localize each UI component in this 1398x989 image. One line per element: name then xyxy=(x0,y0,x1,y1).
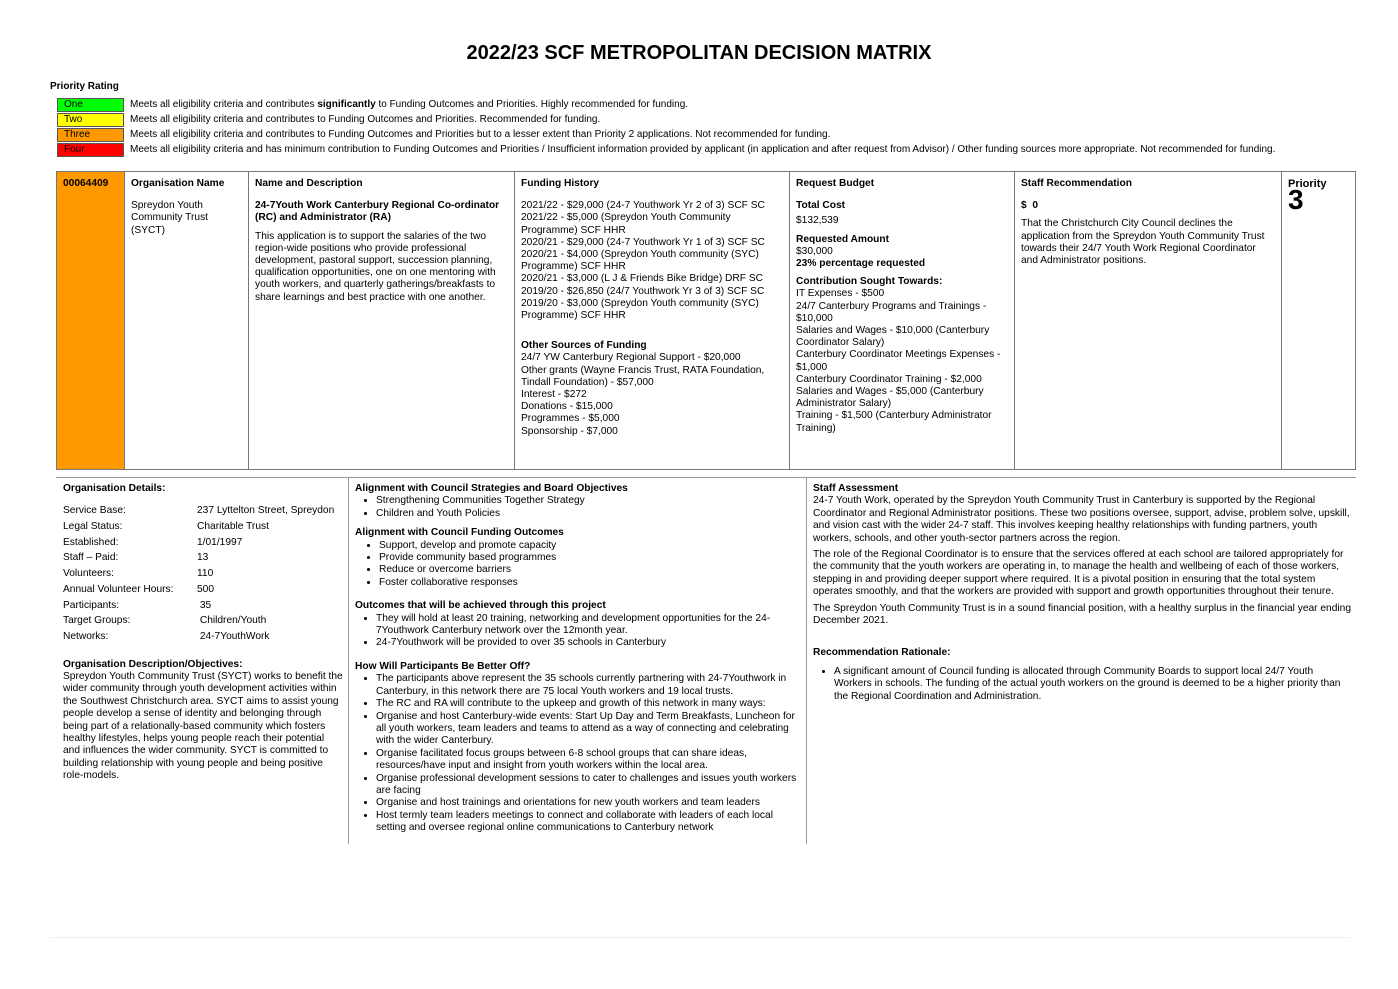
percentage-requested: 23% percentage requested xyxy=(796,258,926,270)
better-off-list xyxy=(355,673,800,834)
details-key: Legal Status: xyxy=(63,521,123,533)
details-value: 13 xyxy=(197,552,209,564)
assessment-paragraph: The role of the Regional Coordinator is to ensure that the services offered at each school are tailored appropriately for the community that the youth workers are operating in, to manage the health and wellbeing of each of those workers, stepping in and providing deeper support where required. It is a pivotal position in ensuring that the total system operates smoothly, and that the workers are provided with support and growth opportunities throughout their tenure. xyxy=(813,549,1344,598)
requested-amount-value: $30,000 xyxy=(796,245,833,257)
better-off-item: • The participants above represent the 35 schools currently partnering with 24-7Youthwork in Canterbury, in this network there are 75 local Youth workers and 19 local trusts. xyxy=(376,673,800,698)
details-row xyxy=(63,600,343,616)
better-off-item: • Organise professional development sessions to cater to challenges and issues youth workers are facing xyxy=(376,773,800,798)
details-key: Service Base: xyxy=(63,505,126,517)
organisation-name-header: Organisation Name xyxy=(131,178,225,189)
contribution-list xyxy=(796,288,1008,434)
other-source-item: Other grants (Wayne Francis Trust, RATA Foundation, Tindall Foundation) - $57,000 xyxy=(521,364,765,388)
contribution-item: Salaries and Wages - $10,000 (Canterbury Coordinator Salary) xyxy=(796,325,990,349)
recommendation-rationale-list xyxy=(813,666,1353,703)
column-divider-left xyxy=(348,478,349,844)
organisation-details-table xyxy=(63,505,343,646)
details-key: Target Groups: xyxy=(63,615,131,627)
funding-history-item: 2020/21 - $3,000 (L J & Friends Bike Bridge) DRF SC xyxy=(521,273,763,285)
strategies-heading: Alignment with Council Strategies and Board Objectives xyxy=(355,483,628,494)
details-row xyxy=(63,537,343,553)
details-value: 500 xyxy=(197,583,214,595)
funding-history-item: 2020/21 - $29,000 (24-7 Youthwork Yr 1 of 3) SCF SC xyxy=(521,236,765,248)
page-title: 2022/23 SCF METROPOLITAN DECISION MATRIX xyxy=(466,42,932,64)
priority-level-badge: Four xyxy=(57,143,124,157)
staff-assessment-section xyxy=(813,483,1353,703)
details-key: Volunteers: xyxy=(63,568,114,580)
details-row xyxy=(63,584,343,600)
achieved-outcome-item: • 24-7Youthwork will be provided to over 35 schools in Canterbury xyxy=(376,637,800,649)
organisation-details-section xyxy=(63,483,343,783)
alignment-section xyxy=(355,483,800,835)
details-key: Networks: xyxy=(63,630,109,642)
contribution-label: Contribution Sought Towards: xyxy=(796,276,943,288)
better-off-item: • The RC and RA will contribute to the upkeep and growth of this network in many ways: xyxy=(376,698,800,710)
funding-outcomes-heading: Alignment with Council Funding Outcomes xyxy=(355,527,564,539)
priority-level-description xyxy=(130,113,600,127)
details-row xyxy=(63,505,343,521)
better-off-item: • Organise and host Canterbury-wide events: Start Up Day and Term Breakfasts, Luncheon for all youth workers, team leaders and teams to attend as a way of connecting and celebrating with the wider Canterbury. xyxy=(376,711,800,748)
better-off-heading: How Will Participants Be Better Off? xyxy=(355,660,531,672)
details-row xyxy=(63,521,343,537)
contribution-item: Canterbury Coordinator Meetings Expenses - $1,000 xyxy=(796,349,1001,373)
priority-value: 3 xyxy=(1288,184,1304,216)
description-text: Meets all eligibility criteria and has minimum contribution to Funding Outcomes and Priorities / Insufficient information provided by applicant (in application and after request from Advisor) / Other funding sources more appropriate. Not recommended for funding. xyxy=(130,144,1276,155)
details-value: 237 Lyttelton Street, Spreydon xyxy=(197,505,335,517)
application-id-cell xyxy=(57,172,125,469)
organisation-description-text: Spreydon Youth Community Trust (SYCT) works to benefit the wider community through youth development activities within the Southwest Christchurch area. SYCT aims to assist young people develop a sense of identity and belonging through being part of a relationally-based community which fosters healthy lifestyles, helps young people reach their potential and influences the wider community. SYCT is committed to building relationship with young people and being positive role-models. xyxy=(63,671,343,782)
assessment-paragraph: The Spreydon Youth Community Trust is in a sound financial position, with a healthy surplus in the financial year ending December 2021. xyxy=(813,602,1351,627)
details-key: Established: xyxy=(63,536,119,548)
contribution-item: 24/7 Canterbury Programs and Trainings - $10,000 xyxy=(796,300,987,324)
name-description-cell xyxy=(249,172,515,469)
description-text: Meets all eligibility criteria and contributes to Funding Outcomes and Priorities. Recommended for funding. xyxy=(130,114,601,125)
funding-history-header: Funding History xyxy=(521,178,600,189)
better-off-item: • Organise and host trainings and orientations for new youth workers and team leaders xyxy=(376,797,800,809)
organisation-details-heading: Organisation Details: xyxy=(63,483,166,494)
details-row xyxy=(63,631,343,647)
name-description-header: Name and Description xyxy=(255,178,363,189)
better-off-item: • Organise facilitated focus groups between 6-8 school groups that can share ideas, resources/have input and insight from youth workers within the local area. xyxy=(376,748,800,773)
funding-outcome-item: • Reduce or overcome barriers xyxy=(379,564,800,576)
staff-recommendation-text: That the Christchurch City Council declines the application from the Spreydon Youth Community Trust towards their 24/7 Youth Work Regional Coordinator and Administrator positions. xyxy=(1021,218,1265,267)
better-off-item: • Host termly team leaders meetings to connect and collaborate with leaders of each local setting and oversee regional online communications to Canterbury network xyxy=(376,810,800,835)
funding-history-item: 2020/21 - $4,000 (Spreydon Youth community (SYC) Programme) SCF HHR xyxy=(521,249,759,273)
other-sources-list xyxy=(521,352,783,437)
project-description: This application is to support the salaries of the two region-wide positions who provide professional development, pastoral support, succession planning, qualification opportunities, one on one mentoring with youth workers, and quarterly gatherings/breakfasts to share learnings and best practice with one another. xyxy=(255,230,496,303)
contribution-item: Salaries and Wages - $5,000 (Canterbury Administrator Salary) xyxy=(796,386,984,410)
priority-rating-row xyxy=(57,98,1377,112)
staff-assessment-text xyxy=(813,495,1353,627)
details-value: Children/Youth xyxy=(197,615,267,627)
details-value: 110 xyxy=(197,568,214,580)
funding-outcome-item: • Provide community based programmes xyxy=(379,552,800,564)
funding-history-list xyxy=(521,200,783,322)
achieved-outcomes-list xyxy=(355,613,800,650)
priority-rating-row xyxy=(57,128,1377,142)
section-divider xyxy=(56,477,1356,478)
requested-amount-label: Requested Amount xyxy=(796,233,890,245)
decision-matrix-row xyxy=(56,171,1356,470)
contribution-item: Training - $1,500 (Canterbury Administrator Training) xyxy=(796,410,992,434)
details-key: Participants: xyxy=(63,599,120,611)
organisation-name: Spreydon Youth Community Trust (SYCT) xyxy=(131,200,208,236)
description-text: Meets all eligibility criteria and contributes xyxy=(130,99,318,110)
achieved-outcomes-heading: Outcomes that will be achieved through this project xyxy=(355,600,606,612)
funding-history-item: 2019/20 - $3,000 (Spreydon Youth community (SYC) Programme) SCF HHR xyxy=(521,297,759,322)
project-title: 24-7Youth Work Canterbury Regional Co-ordinator (RC) and Administrator (RA) xyxy=(255,200,500,224)
staff-recommendation-cell xyxy=(1015,172,1282,469)
priority-rating-row xyxy=(57,143,1377,157)
staff-recommendation-header: Staff Recommendation xyxy=(1021,178,1132,189)
funding-history-cell xyxy=(515,172,790,469)
assessment-paragraph: 24-7 Youth Work, operated by the Spreydon Youth Community Trust in Canterbury is supported by the Regional Coordinator and Regional Administrator positions. These two positions oversee, support, advise, problem solve, upskill, and vision cast with the wider 24-7 staff. This involves keeping healthy relationships with funding partners, youth workers, schools, and other youth-sector partners across the region. xyxy=(813,495,1350,544)
organisation-description-heading: Organisation Description/Objectives: xyxy=(63,658,243,670)
other-source-item: 24/7 YW Canterbury Regional Support - $20,000 xyxy=(521,352,741,364)
details-row xyxy=(63,552,343,568)
priority-level-badge: Three xyxy=(57,128,124,142)
details-value: 24-7YouthWork xyxy=(197,630,270,642)
contribution-item: Canterbury Coordinator Training - $2,000 xyxy=(796,373,982,385)
strategies-list xyxy=(355,495,800,520)
priority-level-badge: Two xyxy=(57,113,124,127)
details-value: Charitable Trust xyxy=(197,521,269,533)
other-source-item: Programmes - $5,000 xyxy=(521,413,620,425)
funding-history-item: 2019/20 - $26,850 (24/7 Youthwork Yr 3 of 3) SCF SC xyxy=(521,285,765,297)
details-value: 1/01/1997 xyxy=(197,536,243,548)
staff-recommendation-amount: $ 0 xyxy=(1021,200,1038,212)
priority-level-description xyxy=(130,98,688,112)
total-cost-value: $132,539 xyxy=(796,215,839,227)
strategy-item: • Children and Youth Policies xyxy=(376,508,800,520)
priority-rating-row xyxy=(57,113,1377,127)
request-budget-header: Request Budget xyxy=(796,178,875,189)
other-sources-header: Other Sources of Funding xyxy=(521,340,647,352)
priority-level-badge: One xyxy=(57,98,124,112)
priority-cell xyxy=(1282,172,1355,469)
details-value: 35 xyxy=(197,599,212,611)
funding-outcome-item: • Foster collaborative responses xyxy=(379,577,800,589)
recommendation-rationale-heading: Recommendation Rationale: xyxy=(813,647,951,659)
rationale-item: • A significant amount of Council funding is allocated through Community Boards to support local 24/7 Youth Workers in schools. The funding of the actual youth workers on the ground is deemed to be a higher priority than the Regional Coordination and Administration. xyxy=(834,666,1353,703)
priority-level-description xyxy=(130,128,830,142)
application-id: 00064409 xyxy=(63,178,109,189)
organisation-name-cell xyxy=(125,172,249,469)
details-key: Annual Volunteer Hours: xyxy=(63,583,174,595)
priority-rating-heading: Priority Rating xyxy=(50,81,119,92)
achieved-outcome-item: • They will hold at least 20 training, networking and development opportunities for the 24-7Youthwork Canterbury network over the 12month year. xyxy=(376,613,800,638)
description-text: to Funding Outcomes and Priorities. Highly recommended for funding. xyxy=(375,99,689,110)
description-text: Meets all eligibility criteria and contributes to Funding Outcomes and Priorities but to a lesser extent than Priority 2 applications. Not recommended for funding. xyxy=(130,129,831,140)
column-divider-right xyxy=(806,478,807,844)
funding-outcomes-list xyxy=(355,540,800,590)
other-source-item: Interest - $272 xyxy=(521,389,587,401)
request-budget-cell xyxy=(790,172,1015,469)
strategy-item: • Strengthening Communities Together Strategy xyxy=(376,495,800,507)
total-cost-label: Total Cost xyxy=(796,200,846,212)
funding-history-item: 2021/22 - $29,000 (24-7 Youthwork Yr 2 of 3) SCF SC xyxy=(521,200,765,212)
funding-outcome-item: • Support, develop and promote capacity xyxy=(379,540,800,552)
contribution-item: IT Expenses - $500 xyxy=(796,288,885,300)
description-emphasis: significantly xyxy=(317,99,376,110)
priority-level-description xyxy=(130,143,1275,157)
details-key: Staff – Paid: xyxy=(63,552,119,564)
priority-header: Priority xyxy=(1288,178,1327,190)
footer-rule xyxy=(50,937,1350,938)
other-source-item: Donations - $15,000 xyxy=(521,401,613,413)
details-row xyxy=(63,615,343,631)
funding-history-item: 2021/22 - $5,000 (Spreydon Youth Community Programme) SCF HHR xyxy=(521,212,731,236)
staff-assessment-heading: Staff Assessment xyxy=(813,483,899,494)
other-source-item: Sponsorship - $7,000 xyxy=(521,425,618,437)
details-row xyxy=(63,568,343,584)
